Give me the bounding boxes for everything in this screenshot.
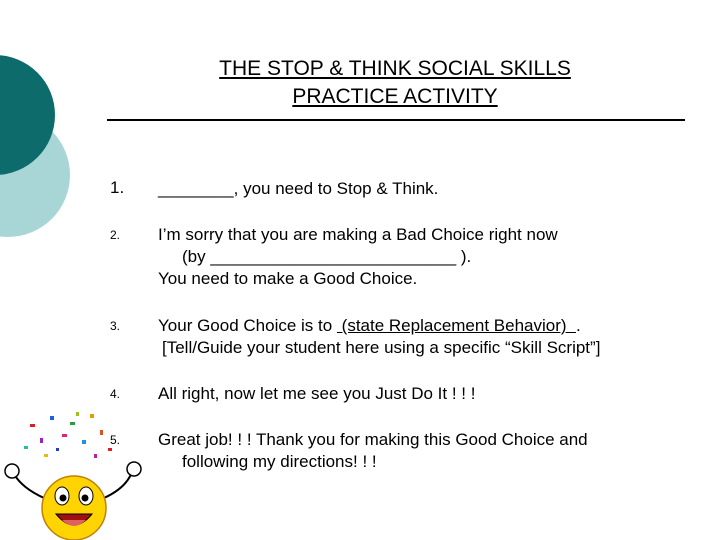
item-number: 4.	[110, 387, 121, 401]
item-text-line-1: I’m sorry that you are making a Bad Choice right now	[158, 225, 558, 244]
item-text-prefix: Your Good Choice is to	[158, 316, 337, 335]
item-text-line-1: Great job! ! ! Thank you for making this Good Choice and	[158, 430, 588, 449]
celebrating-smiley-icon	[0, 410, 160, 540]
item-number: 3.	[110, 319, 121, 333]
item-number: 2.	[110, 228, 121, 242]
item-number: 1.	[110, 178, 125, 197]
decorative-circles	[0, 0, 100, 300]
item-text-prefix: (by	[182, 247, 211, 266]
item-text-line-3: You need to make a Good Choice.	[158, 269, 418, 288]
item-blank: __________________________	[210, 247, 457, 266]
item-text-line-2: following my directions! ! !	[182, 452, 377, 471]
item-text: , you need to Stop & Think.	[233, 179, 439, 198]
item-text-suffix: .	[576, 316, 581, 335]
item-text-suffix: ).	[456, 247, 472, 266]
page-title	[110, 55, 680, 111]
item-blank: ________	[158, 179, 234, 198]
title-line-1: THE STOP & THINK SOCIAL SKILLS	[219, 57, 571, 80]
item-text: All right, now let me see you Just Do It ! ! !	[158, 384, 476, 403]
item-text-line-2: [Tell/Guide your student here using a specific “Skill Script”]	[162, 338, 601, 357]
item-number: 5.	[110, 433, 121, 447]
title-divider	[107, 119, 685, 121]
title-line-2: PRACTICE ACTIVITY	[292, 85, 498, 108]
item-blank: (state Replacement Behavior)	[336, 316, 576, 335]
